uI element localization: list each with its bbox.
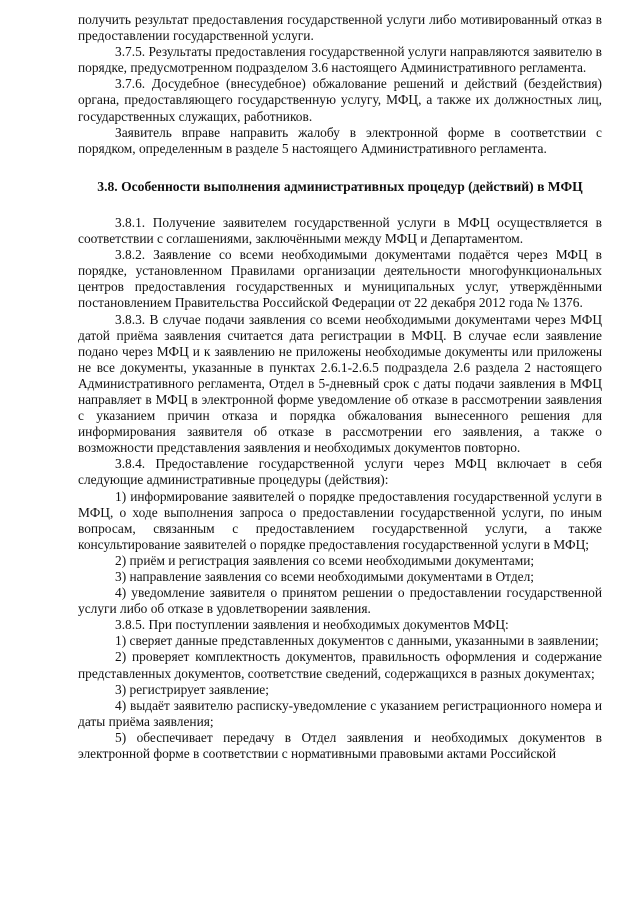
list-item-3-8-4-3: 3) направление заявления со всеми необходимыми документами в Отдел; xyxy=(115,569,534,584)
paragraph-3-8-1: 3.8.1. Получение заявителем государственной услуги в МФЦ осуществляется в соответствии с соглашениями, заключёнными между МФЦ и Департаментом. xyxy=(78,214,602,247)
list-item-3-8-5-1: 1) сверяет данные представленных документов с данными, указанными в заявлении; xyxy=(115,633,599,649)
paragraph-3-8-5: 3.8.5. При поступлении заявления и необходимых документов МФЦ: xyxy=(115,617,509,633)
list-item-3-8-5-2: 2) проверяет комплектность документов, правильность оформления и содержание представленных документов, соответствие сведений, содержащихся в разных документах; xyxy=(78,649,602,681)
paragraph-continuation: получить результат предоставления государственной услуги либо мотивированный отказ в предоставлении государственной услуги. xyxy=(78,12,602,44)
list-item-3-8-4-2: 2) приём и регистрация заявления со всеми необходимыми документами; xyxy=(115,552,535,568)
list-item-3-8-4-4: 4) уведомление заявителя о принятом решении о предоставлении государственной услуги либо об отказе в удовлетворении заявления. xyxy=(78,585,602,617)
paragraph-3-8-3: 3.8.3. В случае подачи заявления со всеми необходимыми документами через МФЦ датой приёма заявления считается дата регистрации в МФЦ. В случае если заявление подано через МФЦ и к заявлению не приложены необходимые документы или приложены не все документы, указанные в пунктах 2.6.1-2.6.5 подраздела 2.6 раздела 2 настоящего Административного регламента, Отдел в 5-дневный срок с даты подачи заявления в МФЦ направляет в МФЦ в электронной форме уведомление об отказе в рассмотрении заявления с указанием причин отказа и порядка обжалования вынесенного решения для информирования заявителя об отказе в рассмотрении его заявления, а также о возможности представления заявления и необходимых документов повторно. xyxy=(78,311,602,456)
list-item-3-8-4-1: 1) информирование заявителей о порядке предоставления государственной услуги в МФЦ, о ходе выполнения запроса о предоставлении государственной услуги, по иным вопросам, связанным с предоставлением государственной услуги, а также консультирование заявителей о порядке предоставления государственной услуги в МФЦ; xyxy=(78,488,602,552)
list-item-3-8-5-5: 5) обеспечивает передачу в Отдел заявления и необходимых документов в электронной форме в соответствии с нормативными правовыми актами Российской xyxy=(78,729,602,762)
list-item-3-8-5-3: 3) регистрирует заявление; xyxy=(115,681,269,697)
paragraph-3-7-6: 3.7.6. Досудебное (внесудебное) обжалование решений и действий (бездействия) органа, предоставляющего государственную услугу, МФЦ, а также их должностных лиц, государственных служащих, работников. xyxy=(78,76,602,124)
paragraph-3-7-5: 3.7.5. Результаты предоставления государственной услуги направляются заявителю в порядке, предусмотренном подразделом 3.6 настоящего Административного регламента. xyxy=(78,44,602,76)
list-item-3-8-5-4: 4) выдаёт заявителю расписку-уведомление с указанием регистрационного номера и даты приёма заявления; xyxy=(78,697,602,729)
paragraph-3-8-4: 3.8.4. Предоставление государственной услуги через МФЦ включает в себя следующие административные процедуры (действия): xyxy=(78,456,602,488)
section-heading-3-8: 3.8. Особенности выполнения административных процедур (действий) в МФЦ xyxy=(97,178,583,194)
paragraph-complaint: Заявитель вправе направить жалобу в электронной форме в соответствии с порядком, определенным в разделе 5 настоящего Административного регламента. xyxy=(78,124,602,156)
paragraph-3-8-2: 3.8.2. Заявление со всеми необходимыми документами подаётся через МФЦ в порядке, установленном Правилами организации деятельности многофункциональных центров предоставления государственных и муниципальных услуг, утверждёнными постановлением Правительства Российской Федерации от 22 декабря 2012 года № 1376. xyxy=(78,247,602,311)
